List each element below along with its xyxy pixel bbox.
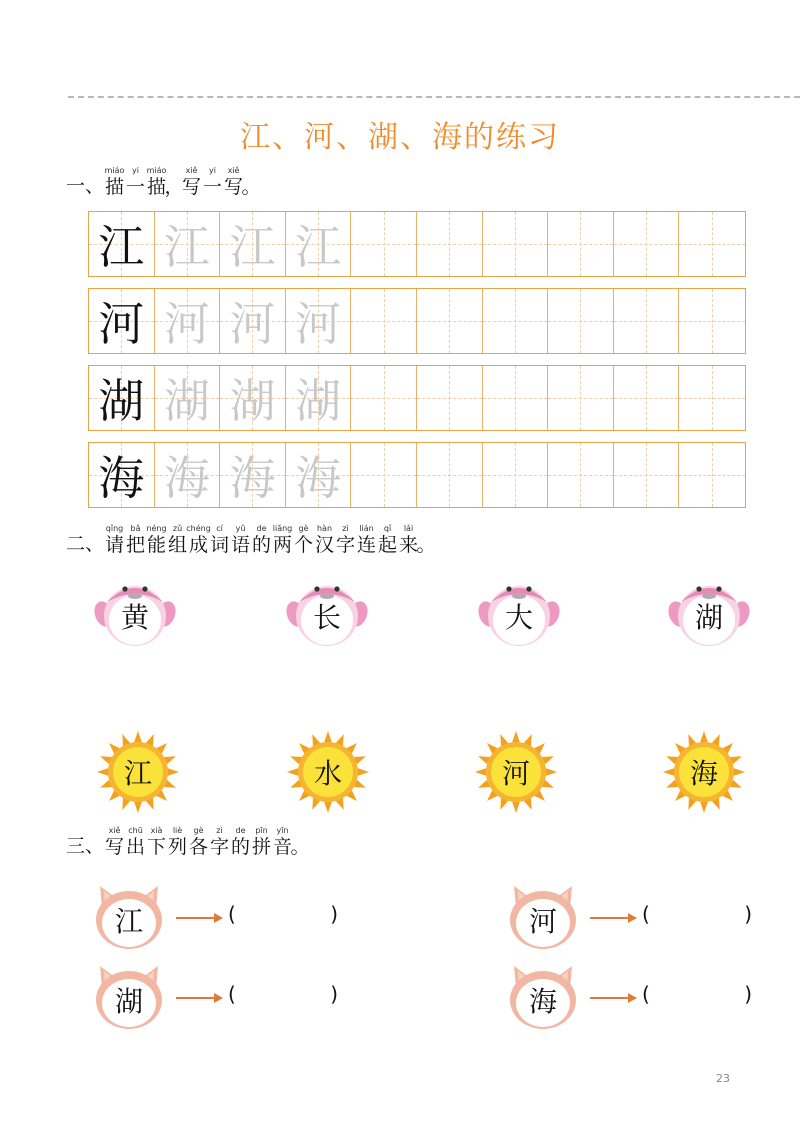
trace-cell [286,289,352,353]
section-2-ruby-char [125,524,146,556]
blank-writing-cell[interactable] [483,212,549,276]
section-2-ruby-char [188,524,209,556]
section-3-number: 三、 [66,835,105,857]
model-character: 江 [98,220,145,274]
hanzi: 写 [224,176,244,198]
hanzi: 字 [210,836,230,858]
hanzi: 描 [105,176,125,198]
model-character: 海 [98,451,145,505]
blank-writing-cell[interactable] [614,212,680,276]
section-2-ruby-char [272,524,293,556]
section-2-ruby-char [230,524,251,556]
trace-character: 海 [295,451,342,505]
bird-character: 黄 [120,601,149,634]
model-character: 湖 [98,374,145,428]
blank-writing-cell[interactable] [679,443,745,507]
pinyin-annotation: néng [146,524,167,533]
arrow-right-icon [176,909,224,921]
section-3-ruby-char [209,826,230,858]
trace-cell [220,289,286,353]
pinyin-annotation: qǐng [105,524,124,533]
hanzi: 写 [105,836,125,858]
section-1-heading [66,166,261,198]
trace-cell [286,366,352,430]
cat-face-card [506,958,580,1032]
pinyin-annotation [250,166,253,176]
section-1-ruby-char [241,166,261,198]
blank-writing-cell[interactable] [483,366,549,430]
pinyin-annotation: de [256,524,267,533]
hanzi: 成 [189,534,209,556]
pinyin-annotation: miáo [146,166,167,175]
pinyin-annotation: chéng [186,524,211,533]
pinyin-annotation: yīn [276,826,289,835]
hanzi: 的 [231,836,251,858]
sun-character: 海 [689,757,718,790]
sun-character: 河 [501,757,530,790]
pinyin-annotation [299,826,302,836]
blank-writing-cell[interactable] [614,443,680,507]
trace-cell [220,443,286,507]
hanzi: 把 [126,534,146,556]
hanzi: 组 [168,534,188,556]
trace-cell [286,212,352,276]
hanzi: 两 [273,534,293,556]
pinyin-annotation [425,524,428,534]
sun-character: 水 [313,757,342,790]
pinyin-target-character: 河 [528,905,557,938]
blank-writing-cell[interactable] [351,443,417,507]
sun-card[interactable] [96,730,180,814]
hanzi: 汉 [315,534,335,556]
pinyin-annotation: liǎng [272,524,293,533]
open-paren: ( [642,982,650,1006]
section-3-heading [66,826,310,858]
hanzi: 一 [203,176,223,198]
pinyin-annotation: miáo [104,166,125,175]
pinyin-annotation: pīn [255,826,268,835]
model-character: 河 [98,297,145,351]
pinyin-annotation: lián [359,524,374,533]
sun-card[interactable] [286,730,370,814]
section-1-ruby-char [125,166,146,198]
trace-character: 湖 [163,374,210,428]
pinyin-target-character: 江 [114,905,143,938]
section-2-ruby-char [293,524,314,556]
pinyin-target-character: 湖 [114,985,143,1018]
pinyin-annotation: zì [216,826,223,835]
section-2-ruby-char [314,524,335,556]
pinyin-annotation: xiě [185,166,198,175]
section-3-ruby-char [125,826,146,858]
hanzi: 音 [273,836,293,858]
pinyin-annotation: hàn [316,524,333,533]
close-paren: ) [744,982,752,1006]
section-3-ruby-char [104,826,125,858]
blank-writing-cell[interactable] [548,289,614,353]
hanzi: 起 [378,534,398,556]
section-2-ruby-char [335,524,356,556]
section-2-heading [66,524,436,556]
section-2-ruby-char [377,524,398,556]
trace-character: 河 [229,297,276,351]
trace-cell [155,289,221,353]
pinyin-annotation: xiě [227,166,240,175]
bird-card[interactable] [478,572,560,648]
pinyin-annotation: liè [172,826,183,835]
section-3-instruction [104,826,310,858]
hanzi: 的 [252,534,272,556]
sun-card[interactable] [474,730,558,814]
hanzi: 出 [126,836,146,858]
hanzi: 列 [168,836,188,858]
section-1-instruction [104,166,261,198]
pinyin-answer-blank[interactable] [228,902,338,926]
section-2-ruby-char [416,524,436,556]
blank-writing-cell[interactable] [483,443,549,507]
blank-writing-cell[interactable] [679,212,745,276]
cat-face-card [506,878,580,952]
page-number: 23 [716,1072,730,1085]
hanzi: 各 [189,836,209,858]
bird-card[interactable] [94,572,176,648]
pinyin-annotation: gè [193,826,204,835]
blank-writing-cell[interactable] [417,443,483,507]
hanzi: 下 [147,836,167,858]
pinyin-answer-blank[interactable] [642,982,752,1006]
section-2-ruby-char [251,524,272,556]
hanzi: 。 [290,836,310,858]
blank-writing-cell[interactable] [614,289,680,353]
tracing-row [88,288,746,354]
trace-character: 海 [229,451,276,505]
hanzi: 语 [231,534,251,556]
section-2-ruby-char [104,524,125,556]
cat-face-card [92,958,166,1032]
hanzi: 一 [126,176,146,198]
trace-character: 湖 [295,374,342,428]
section-3-ruby-char [167,826,188,858]
hanzi: 请 [105,534,125,556]
hanzi: 连 [357,534,377,556]
pinyin-annotation: xiě [108,826,121,835]
arrow-right-icon [590,909,638,921]
hanzi: 。 [416,534,436,556]
section-1-ruby-char [202,166,223,198]
hanzi: 描 [147,176,167,198]
blank-writing-cell[interactable] [483,289,549,353]
trace-cell [155,443,221,507]
section-1-ruby-char [104,166,125,198]
open-paren: ( [228,902,236,926]
trace-character: 江 [295,220,342,274]
blank-writing-cell[interactable] [548,212,614,276]
hanzi: 字 [336,534,356,556]
pinyin-annotation: xià [150,826,163,835]
blank-writing-cell[interactable] [351,212,417,276]
tracing-row [88,365,746,431]
bird-character: 湖 [694,601,723,634]
bird-character: 大 [504,601,533,634]
open-paren: ( [228,982,236,1006]
model-cell [89,289,155,353]
tracing-row [88,211,746,277]
hanzi: 个 [294,534,314,556]
pinyin-annotation: gè [298,524,309,533]
arrow-right-icon [590,989,638,1001]
close-paren: ) [330,902,338,926]
pinyin-annotation [173,166,176,176]
section-2-number: 二、 [66,533,105,555]
pinyin-annotation: de [235,826,246,835]
trace-character: 河 [163,297,210,351]
section-3-ruby-char [251,826,272,858]
trace-cell [286,443,352,507]
hanzi: 词 [210,534,230,556]
pinyin-answer-blank[interactable] [228,982,338,1006]
trace-cell [220,366,286,430]
section-2-instruction [104,524,436,556]
arrow-right-icon [176,989,224,1001]
section-3-ruby-char [188,826,209,858]
section-2-ruby-char [146,524,167,556]
pinyin-annotation: cí [216,524,223,533]
cat-face-card [92,878,166,952]
pinyin-annotation: yi [132,166,139,175]
blank-writing-cell[interactable] [417,366,483,430]
bird-character: 长 [312,601,341,634]
sun-card[interactable] [662,730,746,814]
hanzi: ， [164,176,184,198]
bird-card[interactable] [286,572,368,648]
section-1-number: 一、 [66,175,105,197]
hanzi: 写 [182,176,202,198]
blank-writing-cell[interactable] [614,366,680,430]
trace-character: 海 [163,451,210,505]
close-paren: ) [330,982,338,1006]
trace-character: 江 [163,220,210,274]
model-cell [89,443,155,507]
section-3-ruby-char [146,826,167,858]
trace-character: 湖 [229,374,276,428]
hanzi: 来 [399,534,419,556]
hanzi: 拼 [252,836,272,858]
tracing-row [88,442,746,508]
blank-writing-cell[interactable] [679,366,745,430]
section-1-ruby-char [181,166,202,198]
blank-writing-cell[interactable] [351,366,417,430]
page-title: 江、河、湖、海的练习 [240,120,560,155]
sun-character: 江 [123,757,152,790]
top-dashed-divider [68,96,800,98]
blank-writing-cell[interactable] [679,289,745,353]
section-3-ruby-char [290,826,310,858]
trace-character: 河 [295,297,342,351]
trace-character: 江 [229,220,276,274]
section-2-ruby-char [167,524,188,556]
pinyin-annotation: zì [342,524,349,533]
blank-writing-cell[interactable] [548,366,614,430]
pinyin-annotation: bǎ [130,524,141,533]
hanzi: 。 [241,176,261,198]
model-cell [89,366,155,430]
trace-cell [155,366,221,430]
section-2-ruby-char [356,524,377,556]
section-3-ruby-char [230,826,251,858]
pinyin-target-character: 海 [528,985,557,1018]
section-1-ruby-char [164,166,184,198]
trace-cell [155,212,221,276]
pinyin-annotation: chū [128,826,143,835]
pinyin-annotation: yǔ [235,524,246,533]
pinyin-annotation: qǐ [383,524,392,533]
pinyin-annotation: yi [209,166,216,175]
pinyin-answer-blank[interactable] [642,902,752,926]
blank-writing-cell[interactable] [417,289,483,353]
blank-writing-cell[interactable] [351,289,417,353]
blank-writing-cell[interactable] [548,443,614,507]
hanzi: 能 [147,534,167,556]
pinyin-annotation: zǔ [172,524,183,533]
blank-writing-cell[interactable] [417,212,483,276]
section-2-ruby-char [209,524,230,556]
bird-card[interactable] [668,572,750,648]
open-paren: ( [642,902,650,926]
pinyin-annotation: lái [403,524,414,533]
model-cell [89,212,155,276]
close-paren: ) [744,902,752,926]
trace-cell [220,212,286,276]
